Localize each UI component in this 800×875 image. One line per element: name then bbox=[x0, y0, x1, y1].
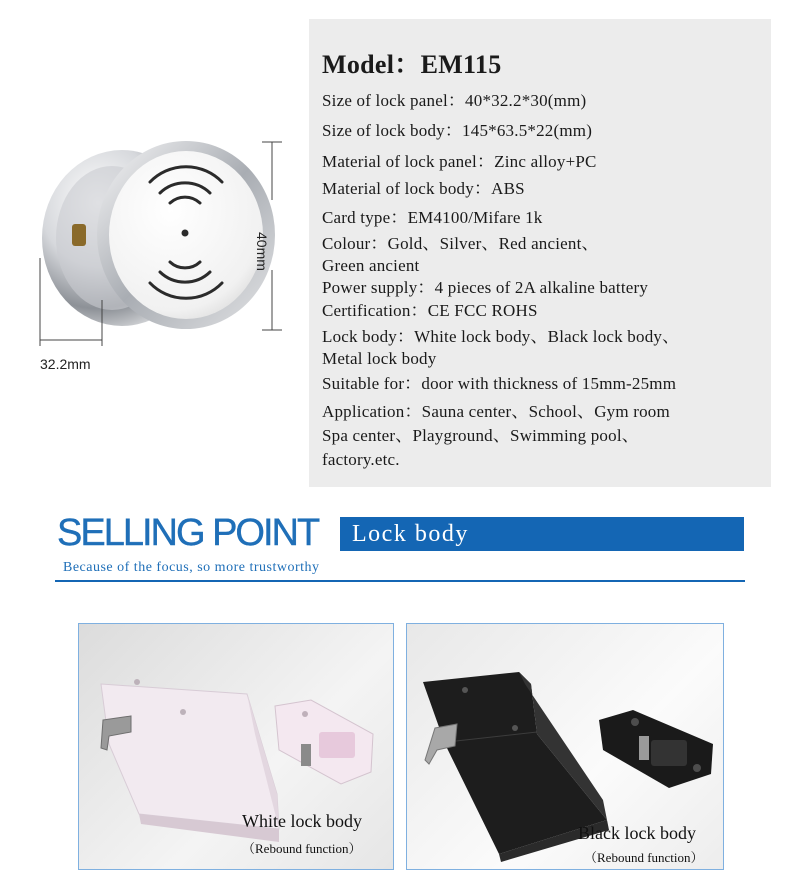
spec-lock-body: Lock body：White lock body、Black lock body、 bbox=[322, 327, 680, 346]
selling-point-divider bbox=[55, 580, 745, 582]
selling-point-subtitle: Because of the focus, so more trustworthy bbox=[63, 560, 320, 575]
black-lock-body-card bbox=[406, 623, 724, 870]
spec-colour: Colour：Gold、Silver、Red ancient、 bbox=[322, 234, 599, 253]
selling-point-bar-text: Lock body bbox=[352, 521, 469, 547]
white-lock-body-photo bbox=[79, 624, 393, 869]
spec-certification: Certification：CE FCC ROHS bbox=[322, 301, 538, 320]
white-lock-body-card bbox=[78, 623, 394, 870]
spec-panel bbox=[309, 19, 771, 487]
spec-card-type: Card type：EM4100/Mifare 1k bbox=[322, 208, 543, 227]
white-lock-body-caption: White lock body bbox=[242, 811, 362, 831]
spec-panel-size: Size of lock panel：40*32.2*30(mm) bbox=[322, 91, 587, 110]
spec-application-cont: Spa center、Playground、Swimming pool、 bbox=[322, 426, 639, 445]
black-lock-body-note: （Rebound function） bbox=[584, 850, 704, 865]
selling-point-heading: SELLING POINT bbox=[57, 512, 319, 554]
selling-point-bar bbox=[340, 517, 744, 551]
black-lock-body-caption: Black lock body bbox=[578, 823, 696, 843]
dimension-width-label: 32.2mm bbox=[40, 356, 91, 372]
spec-application-end: factory.etc. bbox=[322, 450, 400, 469]
spec-body-size: Size of lock body：145*63.5*22(mm) bbox=[322, 121, 593, 140]
spec-suitable-for: Suitable for：door with thickness of 15mm-25mm bbox=[322, 374, 677, 393]
spec-lock-body-cont: Metal lock body bbox=[322, 349, 437, 368]
product-image bbox=[0, 0, 308, 490]
model-title: Model：EM115 bbox=[322, 50, 502, 79]
spec-colour-cont: Green ancient bbox=[322, 256, 420, 275]
spec-body-material: Material of lock body：ABS bbox=[322, 179, 525, 198]
white-lock-body-note: （Rebound function） bbox=[242, 841, 362, 856]
spec-application: Application：Sauna center、School、Gym room bbox=[322, 402, 670, 421]
spec-power-supply: Power supply：4 pieces of 2A alkaline battery bbox=[322, 278, 649, 297]
dimension-height-label: 40mm bbox=[254, 232, 270, 271]
spec-panel-material: Material of lock panel：Zinc alloy+PC bbox=[322, 152, 597, 171]
